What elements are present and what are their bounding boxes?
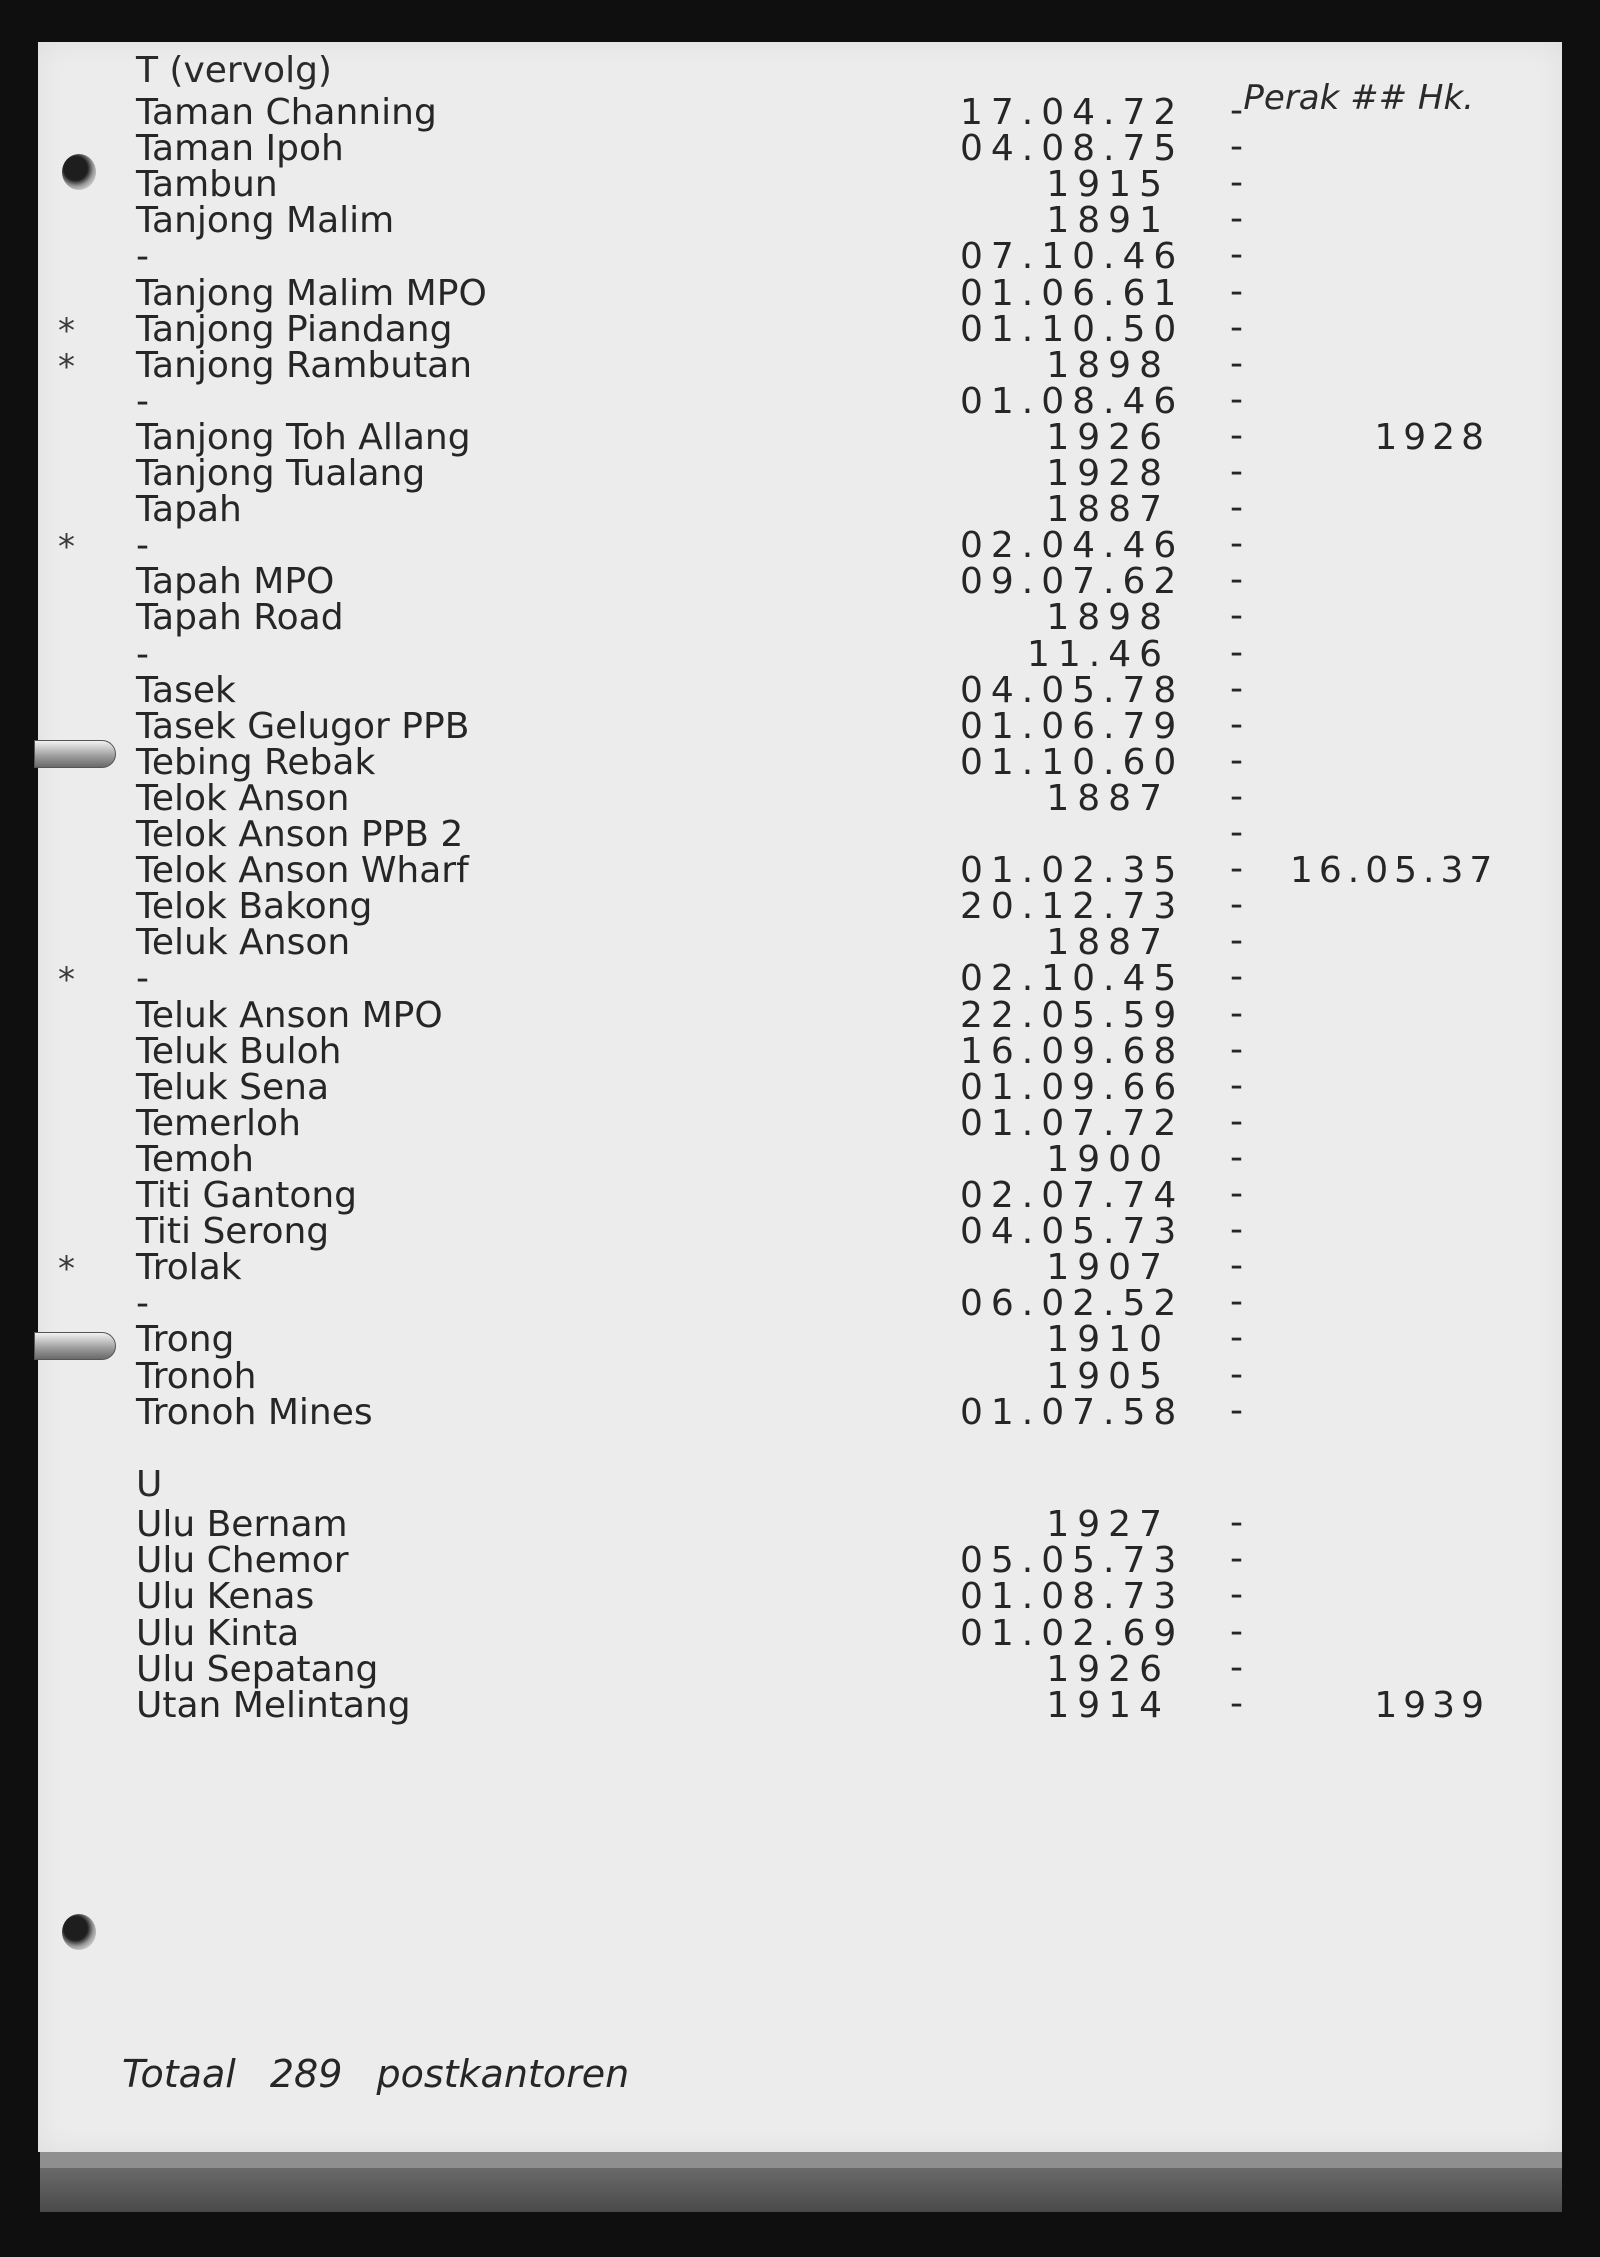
row-open-date: 1887 [1046, 922, 1170, 964]
row-dash: - [1230, 1538, 1243, 1580]
row-star-mark: * [58, 960, 75, 1001]
row-open-date: 1887 [1046, 777, 1170, 819]
row-dash: - [1230, 1100, 1243, 1142]
row-office-name: Taman Channing [136, 92, 437, 133]
row-open-date: 1887 [1046, 489, 1170, 531]
row-open-date: 06.02.52 [960, 1283, 1185, 1325]
row-dash: - [1230, 1353, 1243, 1395]
row-open-date: 17.04.72 [960, 92, 1185, 133]
row-office-name: Tanjong Malim [136, 200, 395, 242]
row-star-mark: * [58, 346, 75, 387]
list-row [0, 775, 1600, 819]
row-open-date: 1915 [1046, 164, 1170, 206]
row-dash: - [1230, 378, 1243, 420]
list-row [0, 812, 1600, 855]
row-office-name: Teluk Buloh [136, 1030, 342, 1072]
row-dash: - [1230, 559, 1243, 601]
row-dash: - [1230, 703, 1243, 745]
binder-base [40, 2168, 1562, 2212]
list-row [0, 1317, 1600, 1361]
total-line: Totaal 289 postkantoren [122, 2052, 630, 2096]
row-open-date: 1891 [1046, 200, 1170, 242]
row-open-date: 09.07.62 [960, 561, 1185, 603]
row-office-name: - [136, 958, 149, 1000]
header-note: Perak ## Hk. [1243, 78, 1474, 118]
row-dash: - [1230, 1389, 1243, 1431]
row-open-date: 16.09.68 [960, 1030, 1185, 1072]
row-dash: - [1230, 1028, 1243, 1070]
row-dash: - [1230, 1136, 1243, 1178]
row-dash: - [1230, 1646, 1243, 1688]
row-office-name: Ulu Kenas [136, 1576, 315, 1618]
row-open-date: 02.07.74 [960, 1175, 1185, 1216]
list-row [0, 378, 1600, 422]
row-office-name: Telok Anson [136, 777, 350, 819]
list-row [0, 198, 1600, 242]
row-dash: - [1230, 451, 1243, 492]
list-row [0, 90, 1600, 133]
row-open-date: 04.05.73 [960, 1211, 1185, 1253]
list-row [0, 920, 1600, 964]
row-dash: - [1230, 667, 1243, 709]
row-open-date: 1914 [1046, 1685, 1170, 1726]
list-row [0, 306, 1600, 351]
list-row [0, 162, 1600, 206]
row-open-date: 1900 [1046, 1138, 1170, 1180]
row-dash: - [1230, 775, 1243, 817]
row-open-date: 1907 [1046, 1247, 1170, 1289]
row-office-name: Tasek Gelugor PPB [136, 705, 470, 747]
row-open-date: 1926 [1046, 416, 1170, 458]
row-office-name: Teluk Anson [136, 922, 351, 964]
list-row [0, 884, 1600, 928]
row-dash: - [1230, 1683, 1243, 1724]
row-open-date: 01.02.69 [960, 1612, 1185, 1654]
row-dash: - [1230, 1173, 1243, 1214]
row-close-date: 16.05.37 [1290, 850, 1499, 892]
list-row [0, 739, 1600, 783]
row-open-date: 04.05.78 [960, 669, 1185, 711]
row-office-name: Tapah Road [136, 597, 344, 639]
row-dash: - [1230, 956, 1243, 998]
row-office-name: Tebing Rebak [136, 741, 376, 783]
row-dash: - [1230, 884, 1243, 926]
row-office-name: Ulu Sepatang [136, 1648, 379, 1690]
row-dash: - [1230, 523, 1243, 565]
row-open-date: 1910 [1046, 1319, 1170, 1361]
row-open-date: 11.46 [1026, 633, 1170, 675]
row-office-name: Trolak [136, 1247, 242, 1289]
list-row [0, 595, 1600, 639]
list-row [0, 1646, 1600, 1690]
list-row [0, 1574, 1600, 1618]
row-office-name: Tanjong Piandang [136, 308, 453, 350]
row-dash: - [1230, 920, 1243, 962]
row-office-name: Telok Anson Wharf [136, 850, 469, 892]
row-dash: - [1230, 487, 1243, 529]
row-open-date: 1898 [1046, 597, 1170, 639]
list-row [0, 414, 1600, 458]
list-row [0, 1245, 1600, 1290]
row-office-name: - [136, 1283, 149, 1325]
row-office-name: - [136, 633, 149, 675]
list-row [0, 1136, 1600, 1180]
punch-hole [62, 1914, 96, 1950]
row-office-name: Tronoh [136, 1355, 257, 1397]
list-row [0, 1100, 1600, 1144]
row-dash: - [1230, 1209, 1243, 1251]
list-row [0, 1281, 1600, 1325]
row-office-name: Trong [136, 1319, 235, 1361]
row-dash: - [1230, 1574, 1243, 1616]
row-star-mark: * [58, 527, 75, 568]
row-close-date: 1928 [1374, 416, 1490, 458]
row-office-name: Tanjong Toh Allang [136, 416, 471, 458]
list-row [0, 559, 1600, 603]
row-dash: - [1230, 812, 1243, 853]
list-row [0, 1389, 1600, 1433]
row-office-name: Teluk Anson MPO [136, 994, 443, 1036]
list-row [0, 1610, 1600, 1654]
row-open-date: 01.02.35 [960, 850, 1185, 892]
list-row [0, 270, 1600, 314]
row-open-date: 01.07.72 [960, 1102, 1185, 1144]
list-row [0, 1173, 1600, 1216]
row-open-date: 22.05.59 [960, 994, 1185, 1036]
row-open-date: 1898 [1046, 344, 1170, 386]
row-office-name: - [136, 525, 149, 567]
row-dash: - [1230, 848, 1243, 890]
row-dash: - [1230, 1281, 1243, 1323]
row-office-name: Temerloh [136, 1102, 301, 1144]
row-dash: - [1230, 198, 1243, 240]
row-office-name: Tasek [136, 669, 236, 711]
row-dash: - [1230, 992, 1243, 1034]
row-office-name: Temoh [136, 1138, 254, 1180]
row-office-name: Telok Bakong [136, 886, 373, 928]
row-dash: - [1230, 342, 1243, 384]
row-open-date: 1928 [1046, 453, 1170, 494]
row-open-date: 1927 [1046, 1504, 1170, 1545]
list-row [0, 1683, 1600, 1726]
row-open-date: 05.05.73 [960, 1540, 1185, 1582]
row-open-date: 07.10.46 [960, 236, 1185, 278]
list-row [0, 1502, 1600, 1545]
row-open-date: 02.10.45 [960, 958, 1185, 1000]
row-dash: - [1230, 90, 1243, 131]
row-dash: - [1230, 1064, 1243, 1106]
row-dash: - [1230, 270, 1243, 312]
row-office-name: - [136, 236, 149, 278]
list-row [0, 956, 1600, 1001]
row-open-date: 01.08.73 [960, 1576, 1185, 1618]
row-office-name: Tapah MPO [136, 561, 335, 603]
row-dash: - [1230, 162, 1243, 204]
row-star-mark: * [58, 1249, 75, 1290]
list-row [0, 703, 1600, 747]
row-dash: - [1230, 1317, 1243, 1359]
list-row [0, 1353, 1600, 1397]
row-dash: - [1230, 1610, 1243, 1652]
row-office-name: Tronoh Mines [136, 1391, 373, 1433]
row-dash: - [1230, 126, 1243, 168]
row-close-date: 1939 [1374, 1685, 1490, 1726]
list-row [0, 992, 1600, 1036]
row-office-name: Ulu Kinta [136, 1612, 300, 1654]
row-star-mark: * [58, 310, 75, 351]
row-office-name: Utan Melintang [136, 1685, 411, 1726]
row-office-name: Taman Ipoh [136, 128, 344, 170]
list-row [0, 1538, 1600, 1582]
list-row [0, 848, 1600, 892]
row-dash: - [1230, 414, 1243, 456]
list-row [0, 1209, 1600, 1253]
row-open-date: 20.12.73 [960, 886, 1185, 928]
section-heading-u: U [136, 1464, 163, 1505]
row-dash: - [1230, 1502, 1243, 1543]
list-row [0, 487, 1600, 531]
row-office-name: Ulu Bernam [136, 1504, 348, 1545]
list-row [0, 1064, 1600, 1108]
row-dash: - [1230, 631, 1243, 673]
list-row [0, 631, 1600, 675]
row-open-date: 01.06.61 [960, 272, 1185, 314]
list-row [0, 667, 1600, 711]
row-office-name: Tapah [136, 489, 242, 531]
row-office-name: Tanjong Malim MPO [136, 272, 487, 314]
row-dash: - [1230, 739, 1243, 781]
list-row [0, 342, 1600, 387]
row-dash: - [1230, 1245, 1243, 1287]
row-open-date: 01.07.58 [960, 1391, 1185, 1433]
row-open-date: 1905 [1046, 1355, 1170, 1397]
row-dash: - [1230, 234, 1243, 276]
row-office-name: Tambun [136, 164, 278, 206]
row-dash: - [1230, 306, 1243, 348]
row-open-date: 02.04.46 [960, 525, 1185, 567]
row-office-name: Titi Gantong [136, 1175, 358, 1216]
row-office-name: Telok Anson PPB 2 [136, 814, 464, 855]
section-heading-t: T (vervolg) [136, 50, 332, 91]
row-open-date: 01.09.66 [960, 1066, 1185, 1108]
row-dash: - [1230, 595, 1243, 637]
row-office-name: Tanjong Rambutan [136, 344, 473, 386]
list-row [0, 234, 1600, 278]
row-open-date: 01.08.46 [960, 380, 1185, 422]
list-row [0, 126, 1600, 170]
row-open-date: 04.08.75 [960, 128, 1185, 170]
row-open-date: 1926 [1046, 1648, 1170, 1690]
row-office-name: Teluk Sena [136, 1066, 330, 1108]
row-office-name: Ulu Chemor [136, 1540, 349, 1582]
row-open-date: 01.06.79 [960, 705, 1185, 747]
list-row [0, 451, 1600, 494]
row-office-name: Tanjong Tualang [136, 453, 426, 494]
row-open-date: 01.10.50 [960, 308, 1185, 350]
list-row [0, 1028, 1600, 1072]
row-open-date: 01.10.60 [960, 741, 1185, 783]
row-office-name: - [136, 380, 149, 422]
row-office-name: Titi Serong [136, 1211, 330, 1253]
list-row [0, 523, 1600, 568]
